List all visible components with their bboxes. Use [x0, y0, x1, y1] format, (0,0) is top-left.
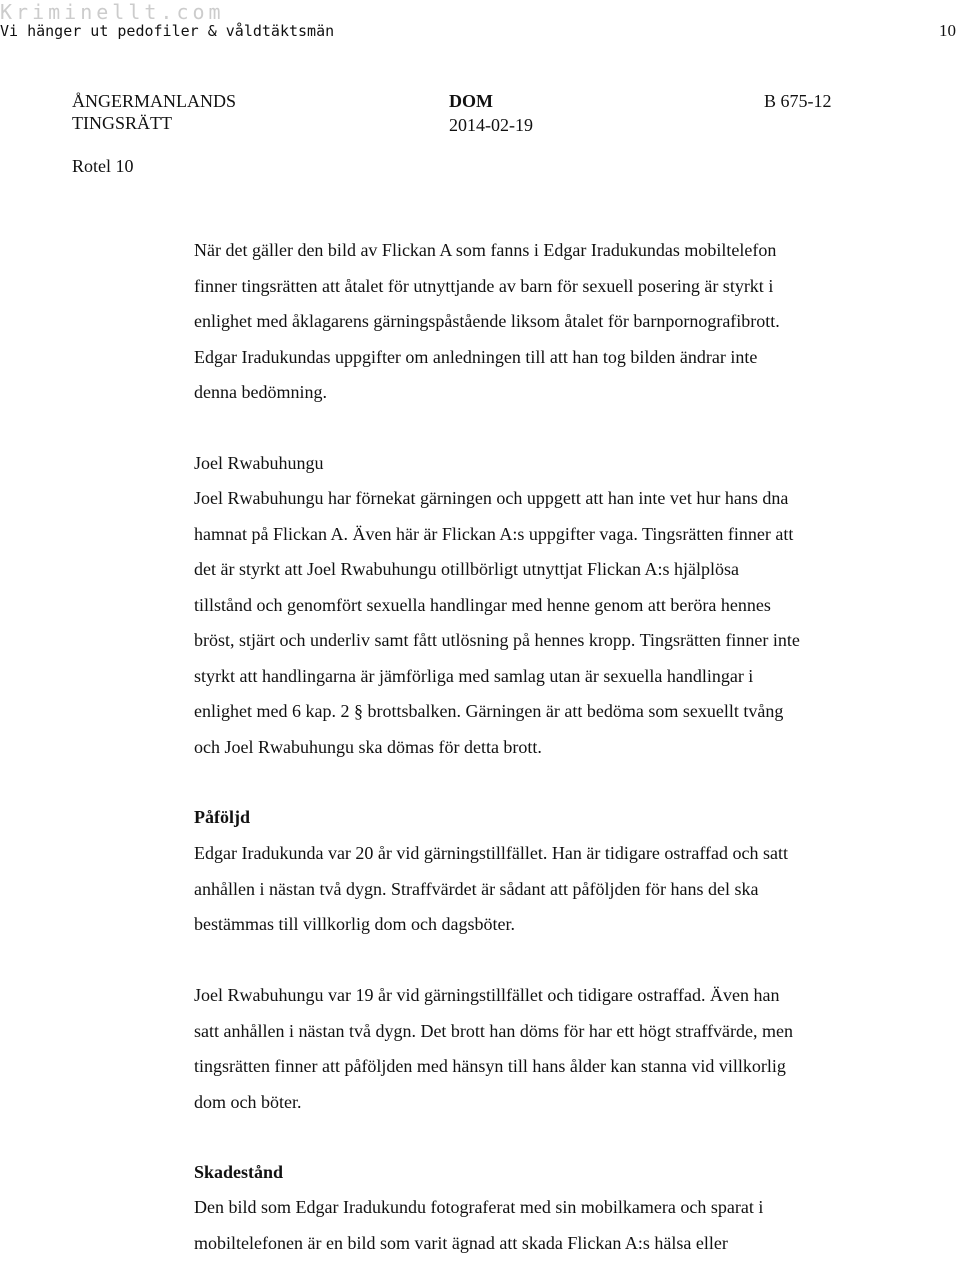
- division: Rotel 10: [72, 155, 134, 177]
- text-line: Den bild som Edgar Iradukundu fotograferat med sin mobilkamera och sparat i: [194, 1190, 894, 1226]
- court-name: [72, 90, 236, 134]
- text-line: dom och böter.: [194, 1085, 894, 1121]
- text-line: enlighet med 6 kap. 2 § brottsbalken. Gärningen är att bedöma som sexuellt tvång: [194, 694, 894, 730]
- court-name-line1: ÅNGERMANLANDS: [72, 90, 236, 112]
- text-line: finner tingsrätten att åtalet för utnyttjande av barn för sexuell posering är styrkt i: [194, 269, 894, 305]
- text-line: Edgar Iradukundas uppgifter om anledningen till att han tog bilden ändrar inte: [194, 340, 894, 376]
- text-line: satt anhållen i nästan två dygn. Det brott han döms för har ett högt straffvärde, men: [194, 1014, 894, 1050]
- heading-skadestand: Skadestånd: [194, 1155, 894, 1191]
- subheading-joel: Joel Rwabuhungu: [194, 446, 894, 482]
- court-name-line2: TINGSRÄTT: [72, 112, 236, 134]
- text-line: tingsrätten finner att påföljden med hänsyn till hans ålder kan stanna vid villkorlig: [194, 1049, 894, 1085]
- doc-date: 2014-02-19: [449, 114, 533, 136]
- paragraph-edgar-assessment: [194, 233, 894, 411]
- text-line: enlighet med åklagarens gärningspåstående liksom åtalet för barnpornografibrott.: [194, 304, 894, 340]
- text-line: Joel Rwabuhungu har förnekat gärningen och uppgett att han inte vet hur hans dna: [194, 481, 894, 517]
- case-number: B 675-12: [764, 90, 832, 112]
- text-line: styrkt att handlingarna är jämförliga med samlag utan är sexuella handlingar i: [194, 659, 894, 695]
- text-line: Joel Rwabuhungu var 19 år vid gärningstillfället och tidigare ostraffad. Även han: [194, 978, 894, 1014]
- site-tagline: Vi hänger ut pedofiler & våldtäktsmän: [0, 20, 334, 42]
- paragraph-joel-sentence: [194, 978, 894, 1120]
- doc-type: DOM: [449, 90, 493, 112]
- text-line: anhållen i nästan två dygn. Straffvärdet är sådant att påföljden för hans del ska: [194, 872, 894, 908]
- text-line: denna bedömning.: [194, 375, 894, 411]
- text-line: hamnat på Flickan A. Även här är Flickan A:s uppgifter vaga. Tingsrätten finner att: [194, 517, 894, 553]
- text-line: bestämmas till villkorlig dom och dagsböter.: [194, 907, 894, 943]
- text-line: tillstånd och genomfört sexuella handlingar med henne genom att beröra hennes: [194, 588, 894, 624]
- heading-pafoljd: Påföljd: [194, 800, 894, 836]
- text-line: Edgar Iradukunda var 20 år vid gärningstillfället. Han är tidigare ostraffad och satt: [194, 836, 894, 872]
- text-line: det är styrkt att Joel Rwabuhungu otillbörligt utnyttjat Flickan A:s hjälplösa: [194, 552, 894, 588]
- text-line: När det gäller den bild av Flickan A som fanns i Edgar Iradukundas mobiltelefon: [194, 233, 894, 269]
- text-line: mobiltelefonen är en bild som varit ägnad att skada Flickan A:s hälsa eller: [194, 1226, 894, 1261]
- text-line: bröst, stjärt och underliv samt fått utlösning på hennes kropp. Tingsrätten finner inte: [194, 623, 894, 659]
- paragraph-edgar-sentence: [194, 836, 894, 943]
- paragraph-joel-assessment: [194, 481, 894, 765]
- text-line: och Joel Rwabuhungu ska dömas för detta brott.: [194, 730, 894, 766]
- site-title: Kriminellt.com: [0, 0, 225, 24]
- paragraph-damages: [194, 1190, 894, 1261]
- page-number: 10: [939, 20, 956, 42]
